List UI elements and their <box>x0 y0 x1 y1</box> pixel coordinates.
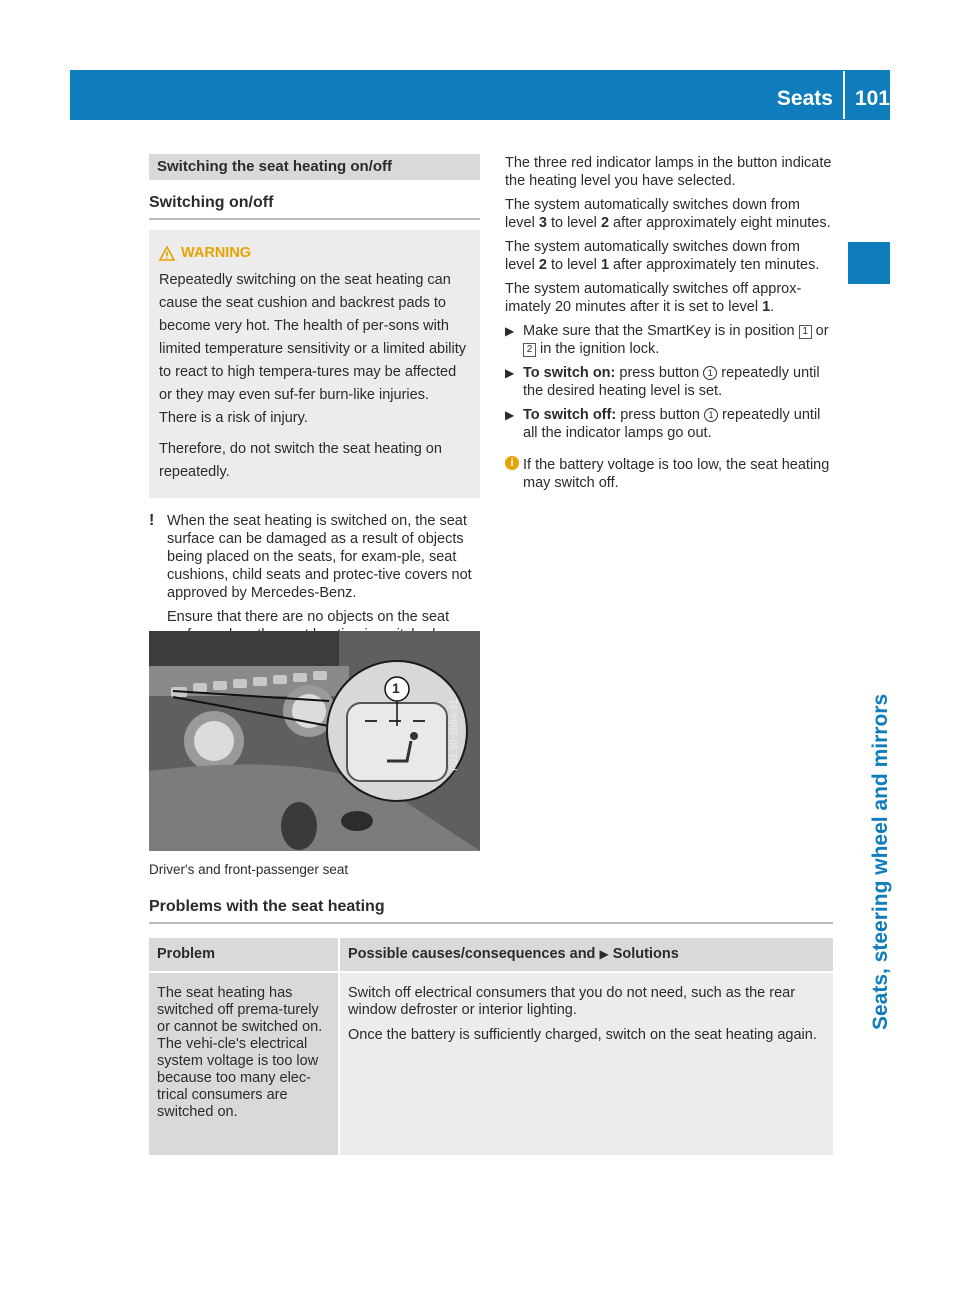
section-title: Switching the seat heating on/off <box>149 154 480 180</box>
step-arrow-icon: ▶ <box>505 324 515 338</box>
ignition-position-key: 2 <box>523 343 536 357</box>
right-para-3: The system automatically switches down from level 2 to level 1 after approximately ten minutes. <box>505 239 820 273</box>
callout-number-icon: 1 <box>703 366 717 380</box>
figure-callout-1: 1 <box>392 680 400 696</box>
page-number: 101 <box>854 87 890 110</box>
header-divider <box>843 71 845 119</box>
info-note: i If the battery voltage is too low, the seat heating may switch off. <box>505 456 833 492</box>
caution-icon: ! <box>149 512 155 529</box>
header-bar <box>70 70 890 120</box>
header-title <box>777 84 890 114</box>
warning-label: WARNING <box>181 245 252 261</box>
callout-number-icon: 1 <box>704 408 718 422</box>
warning-text-2: Therefore, do not switch the seat heating on repeatedly. <box>159 441 442 480</box>
problems-table <box>149 938 833 1155</box>
note-text: When the seat heating is switched on, the seat surface can be damaged as a result of objects being placed on the seats, for exam-ple, seat cushions, child seats and protec-tive covers not approved by Mercedes-Benz. <box>167 513 472 601</box>
table-row <box>149 972 833 1155</box>
warning-box <box>149 230 480 498</box>
figure-code: P91.30-2694-31 <box>449 699 460 771</box>
table-header-solutions: Possible causes/consequences and ▶ Solutions <box>339 938 833 972</box>
solution-cell <box>339 972 833 1155</box>
console-figure <box>149 631 480 851</box>
step-switch-off: ▶ To switch off: press button 1 repeatedly until all the indicator lamps go out. <box>505 407 821 441</box>
solution-text-2: Once the battery is sufficiently charged, switch on the seat heating again. <box>348 1027 817 1043</box>
problems-heading: Problems with the seat heating <box>149 898 833 924</box>
solution-text-1: Switch off electrical consumers that you do not need, such as the rear window defroster or interior lighting. <box>348 985 796 1018</box>
figure-caption: Driver's and front-passenger seat <box>149 862 349 877</box>
subheading: Switching on/off <box>149 194 480 220</box>
solution-arrow-icon: ▶ <box>599 947 609 961</box>
right-column <box>505 154 833 498</box>
right-para-2: The system automatically switches down from level 3 to level 2 after approximately eight minutes. <box>505 197 831 231</box>
warning-triangle-icon <box>159 246 175 261</box>
table-header-problem: Problem <box>149 938 339 972</box>
right-para-1: The three red indicator lamps in the button indicate the heating level you have selected. <box>505 155 832 189</box>
right-para-4: The system automatically switches off approx-imately 20 minutes after it is set to level 1. <box>505 281 802 315</box>
warning-text: Repeatedly switching on the seat heating can cause the seat cushion and backrest pads to become very hot. The health of per-sons with limited temperature sensitivity or a limited ability to react to high tempera-tures may be affected or they may even suf-fer burn-like injuries. There is a risk of injury. <box>159 272 467 426</box>
side-tab-marker <box>848 242 890 284</box>
console-illustration <box>149 631 480 851</box>
left-column <box>149 154 480 650</box>
ignition-position-key: 1 <box>799 325 812 339</box>
problem-cell: The seat heating has switched off prema-turely or cannot be switched on. The vehi-cle's electrical system voltage is too low because too many elec-trical consumers are switched on. <box>149 972 339 1155</box>
note-text-2: Ensure that there are no objects on the seat <box>167 609 450 625</box>
step-arrow-icon: ▶ <box>505 366 515 380</box>
step-arrow-icon: ▶ <box>505 408 515 422</box>
side-tab-label: Seats, steering wheel and mirrors <box>869 693 892 1030</box>
step-smartkey: ▶ Make sure that the SmartKey is in position 1 or 2 in the ignition lock. <box>505 323 829 357</box>
note-block <box>149 512 480 644</box>
step-switch-on: ▶ To switch on: press button 1 repeatedly until the desired heating level is set. <box>505 365 820 399</box>
warning-title <box>159 242 470 265</box>
info-icon: i <box>505 456 519 470</box>
header-section: Seats <box>776 87 833 110</box>
